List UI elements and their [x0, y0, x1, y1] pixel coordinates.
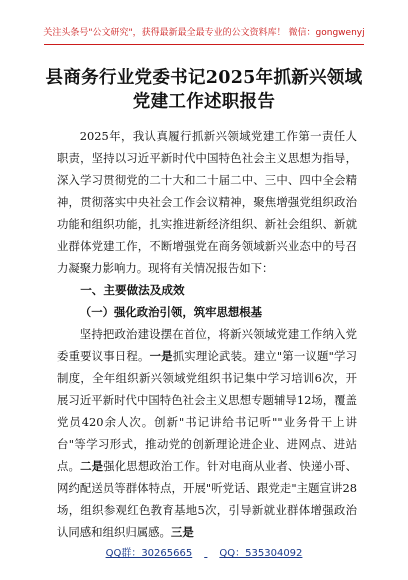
point-text-2: 强化思想政治工作。针对电商从业者、快递小哥、网约配送员等群体特点，开展"听党话、跟党走"主题宣讲28场，组织参观红色教育基地5次，引导新就业群体增强政治认同感和组织归属感。	[57, 459, 357, 539]
section-heading-1: 一、主要做法及成效	[80, 283, 185, 297]
document-body	[57, 125, 357, 543]
point-marker-1: 一是	[149, 349, 173, 363]
document-title-line-2: 党建工作述职报告	[132, 92, 276, 112]
paragraph-2	[57, 323, 357, 543]
header-note: 关注头条号"公文研究"，获得最新最全最专业的公文资料库！ 微信：gongwenyj	[43, 28, 365, 38]
header-divider	[44, 44, 364, 45]
paragraph-2-lead: 坚持把政治建设摆在首位，将新兴领域党建工作纳入党委重要议事日程。	[57, 327, 357, 363]
footer-qq: QQ：535304092	[219, 548, 303, 559]
document-title-line-1: 县商务行业党委书记2025年抓新兴领域	[45, 68, 363, 88]
point-text-1: 抓实理论武装。建立"第一议题"学习制度，全年组织新兴领域党组织书记集中学习培训6次，开展习近平新时代中国特色社会主义思想专题辅导12场，覆盖党员420余人次。创新"书记讲给书记听""业务骨干上讲台"等学习形式，推动党的创新理论进企业、进网点、进站点。	[57, 349, 357, 473]
subsection-heading-1: （一）强化政治引领，筑牢思想根基	[79, 305, 263, 319]
point-marker-2: 二是	[80, 459, 104, 473]
point-marker-3: 三是	[170, 525, 194, 539]
footer-qq-group: QQ群：30265665	[105, 548, 193, 559]
footer-contact	[0, 544, 408, 559]
intro-paragraph: 2025年，我认真履行抓新兴领域党建工作第一责任人职责，坚持以习近平新时代中国特色社会主义思想为指导，深入学习贯彻党的二十大和二十届二中、三中、四中全会精神，贯彻落实中央社会工作会议精神，聚焦增强党组织政治功能和组织功能，扎实推进新经济组织、新社会组织、新就业群体党建工作，不断增强党在商务领域新兴业态中的号召力凝聚力影响力。现将有关情况报告如下：	[57, 129, 357, 275]
